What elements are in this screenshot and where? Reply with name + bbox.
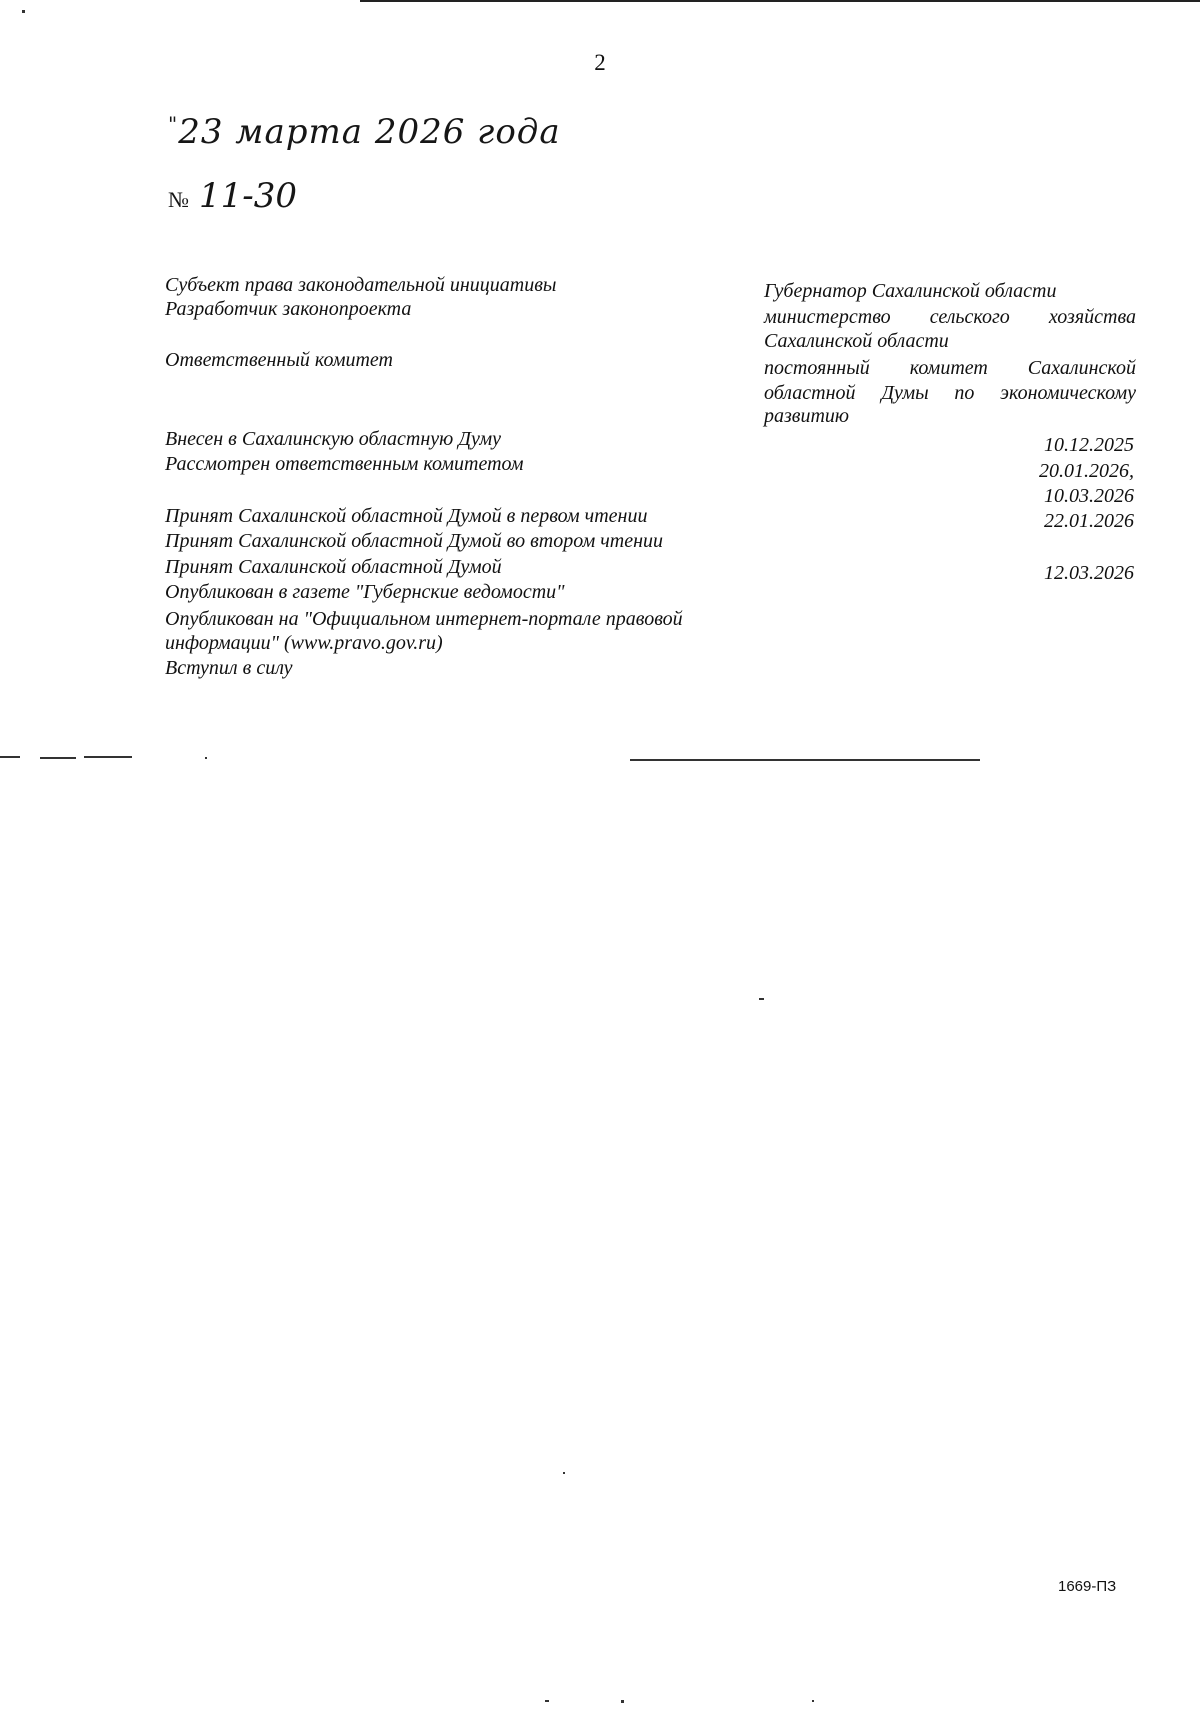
- value-subject: Губернатор Сахалинской области: [764, 280, 1057, 302]
- handwritten-date-text: 23 марта 2026 года: [178, 112, 561, 152]
- value-developer-line2: Сахалинской области: [764, 330, 949, 352]
- number-value: 11-30: [199, 176, 298, 216]
- label-second-reading: Принят Сахалинской областной Думой во втором чтении: [165, 530, 664, 552]
- scan-speck: [812, 1700, 814, 1702]
- page-number: 2: [594, 50, 606, 75]
- label-published-portal-line2: информации" (www.pravo.gov.ru): [165, 632, 443, 654]
- label-published-newspaper: Опубликован в газете "Губернские ведомости": [165, 581, 565, 603]
- date-reviewed-1: 20.01.2026,: [1039, 460, 1134, 482]
- scan-speck: [563, 1472, 565, 1474]
- label-subject: Субъект права законодательной инициативы: [165, 274, 557, 296]
- label-published-portal-line1: Опубликован на "Официальном интернет-портале правовой: [165, 608, 683, 630]
- scan-top-edge: [360, 0, 1200, 2]
- handwritten-number: [168, 176, 297, 216]
- date-first-reading: 22.01.2026: [1044, 510, 1134, 532]
- label-committee: Ответственный комитет: [165, 349, 393, 371]
- value-committee-line1: постоянный комитет Сахалинской: [764, 357, 1136, 379]
- label-developer: Разработчик законопроекта: [165, 298, 412, 320]
- handwritten-date: "23 марта 2026 года: [168, 112, 561, 152]
- value-committee-line2: областной Думы по экономическому: [764, 382, 1136, 404]
- label-reviewed: Рассмотрен ответственным комитетом: [165, 453, 524, 475]
- label-entered-force: Вступил в силу: [165, 657, 293, 679]
- value-developer-line1: министерство сельского хозяйства: [764, 306, 1136, 328]
- date-submitted: 10.12.2025: [1044, 434, 1134, 456]
- label-adopted: Принят Сахалинской областной Думой: [165, 556, 502, 578]
- document-code: 1669-ПЗ: [1058, 1578, 1117, 1595]
- scan-speck: [545, 1700, 549, 1702]
- value-committee-line3: развитию: [764, 405, 850, 427]
- scan-speck: [621, 1700, 624, 1703]
- scan-dash: [40, 757, 76, 759]
- scan-dash: [630, 759, 980, 761]
- label-first-reading: Принят Сахалинской областной Думой в первом чтении: [165, 505, 648, 527]
- scan-dash: [0, 756, 20, 758]
- date-reviewed-2: 10.03.2026: [1044, 485, 1134, 507]
- date-adopted: 12.03.2026: [1044, 562, 1134, 584]
- number-label: №: [168, 187, 189, 212]
- scan-speck: [759, 998, 764, 1000]
- scan-speck: [205, 757, 207, 759]
- label-submitted: Внесен в Сахалинскую областную Думу: [165, 428, 502, 450]
- scan-dash: [84, 756, 132, 758]
- scan-speck: [22, 10, 25, 13]
